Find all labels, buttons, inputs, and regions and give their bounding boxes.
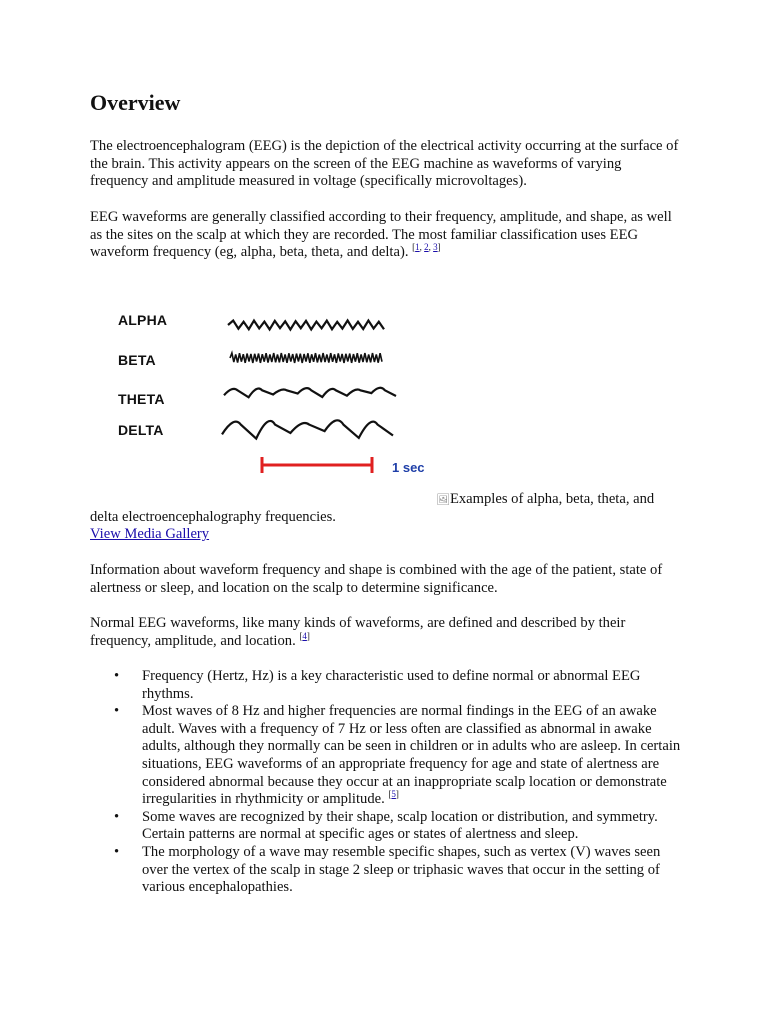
citation-group: [1, 2, 3] <box>412 242 441 253</box>
citation-group: [5] <box>388 789 399 800</box>
alpha-waveform <box>228 321 384 330</box>
list-item-text: Some waves are recognized by their shape, scalp location or distribution, and symmetry. Certain patterns are normal at specific ages or states of alertness and sleep. <box>142 808 658 843</box>
caption-line-1 <box>90 491 680 509</box>
list-item <box>108 844 688 897</box>
caption-line-2: delta electroencephalography frequencies. <box>90 508 336 525</box>
paragraph-normal-waveforms <box>90 615 680 650</box>
beta-waveform <box>230 353 382 363</box>
citation-link-1[interactable]: 1 <box>415 242 420 253</box>
list-item <box>108 703 688 809</box>
list-item <box>108 668 688 703</box>
paragraph-classification <box>90 209 680 262</box>
eeg-waveform-figure <box>90 282 450 482</box>
paragraph-normal-waveforms-text: Normal EEG waveforms, like many kinds of waveforms, are defined and described by their frequency, amplitude, and location. <box>90 615 626 649</box>
figure-caption <box>90 491 680 544</box>
paragraph-significance: Information about waveform frequency and shape is combined with the age of the patient, state of alertness or sleep, and location on the scalp to determine significance. <box>90 562 663 596</box>
caption-text-1: Examples of alpha, beta, theta, and <box>449 491 655 507</box>
citation-link-5[interactable]: 5 <box>391 789 396 800</box>
broken-image-icon: 🖼 <box>436 493 450 506</box>
waveform-drawing <box>90 282 450 482</box>
label-beta: BETA <box>118 352 156 368</box>
one-second-scale-bar <box>262 457 372 473</box>
label-delta: DELTA <box>118 422 164 438</box>
list-item-text: The morphology of a wave may resemble specific shapes, such as vertex (V) waves seen over the vertex of the scalp in stage 2 sleep or triphasic waves that occur in the setting of various encephalopathies. <box>142 843 661 896</box>
paragraph-classification-text: EEG waveforms are generally classified according to their frequency, amplitude, and shape, as well as the sites on the scalp at which they are recorded. The most familiar classification uses EEG waveform frequency (eg, alpha, beta, theta, and delta). <box>90 209 672 261</box>
scale-label: 1 sec <box>392 460 425 475</box>
citation-link-2[interactable]: 2 <box>424 242 429 253</box>
page-title: Overview <box>90 90 181 115</box>
list-item-text: Frequency (Hertz, Hz) is a key characteristic used to define normal or abnormal EEG rhythms. <box>142 668 641 702</box>
list-item <box>108 809 688 844</box>
bullet-list <box>90 668 688 897</box>
label-alpha: ALPHA <box>118 312 168 328</box>
list-item-text: Most waves of 8 Hz and higher frequencies are normal findings in the EEG of an awake adult. Waves with a frequency of 7 Hz or less often are classified as abnormal in awake adults, although they normally can be seen in children or in adults who are asleep. In certain situations, EEG waveforms of an appropriate frequency for age and state of alertness are considered abnormal because they occur at an inappropriate scalp location or demonstrate irregularities in rhythmicity or amplitude. <box>142 703 681 808</box>
citation-group: [4] <box>299 630 310 641</box>
paragraph-eeg-definition: The electroencephalogram (EEG) is the depiction of the electrical activity occurring at the surface of the brain. This activity appears on the screen of the EEG machine as waveforms of varying frequency and amplitude measured in voltage (specifically microvoltages). <box>90 138 679 190</box>
delta-waveform <box>222 420 393 438</box>
theta-waveform <box>224 388 396 398</box>
citation-link-4[interactable]: 4 <box>302 630 307 641</box>
citation-link-3[interactable]: 3 <box>433 242 438 253</box>
view-media-gallery-link[interactable]: View Media Gallery <box>90 526 210 543</box>
label-theta: THETA <box>118 391 165 407</box>
